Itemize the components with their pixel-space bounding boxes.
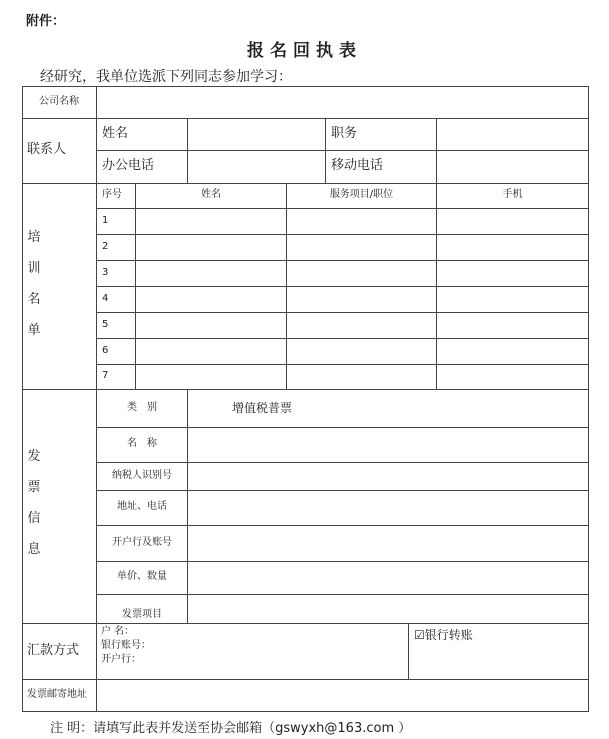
invoice-name-field[interactable] — [188, 427, 593, 462]
table-row-number: 4 — [102, 292, 109, 304]
contact-office-phone-label: 办公电话 — [102, 158, 155, 174]
column-header-service-position: 服务项目/职位 — [329, 189, 394, 201]
remittance-details — [101, 625, 151, 667]
invoice-label-char: 发 — [27, 449, 41, 464]
invoice-taxid-field[interactable] — [188, 462, 593, 490]
invoice-address-field[interactable] — [188, 490, 593, 525]
invoice-taxid-label: 纳税人识别号 — [112, 469, 172, 481]
invoice-price-field[interactable] — [188, 561, 593, 594]
company-name-field[interactable] — [97, 86, 593, 118]
mailing-address-label: 发票邮寄地址 — [27, 689, 87, 701]
contact-name-field[interactable] — [188, 118, 330, 150]
contact-position-label: 职务 — [331, 125, 358, 141]
contact-name-label: 姓名 — [102, 125, 129, 141]
table-row-number: 6 — [102, 344, 109, 356]
invoice-price-label: 单价、数量 — [117, 571, 167, 583]
account-name-label: 户 名： — [101, 626, 135, 637]
invoice-bank-field[interactable] — [188, 525, 593, 561]
contact-mobile-label: 移动电话 — [331, 158, 384, 174]
remittance-label: 汇款方式 — [27, 642, 80, 658]
training-list-label — [22, 222, 46, 346]
column-header-name: 姓名 — [201, 189, 221, 201]
invoice-item-field[interactable] — [188, 594, 593, 623]
contact-office-phone-field[interactable] — [188, 150, 330, 183]
bank-transfer-checkbox[interactable]: ☑银行转账 — [414, 627, 473, 642]
training-label-char: 单 — [27, 323, 41, 338]
contact-label: 联系人 — [27, 142, 67, 158]
account-number-label: 银行账号： — [101, 640, 151, 651]
invoice-label-char: 票 — [27, 480, 41, 495]
footer-note: 注 明：请填写此表并发送至协会邮箱（gswyxh@163.com ） — [50, 721, 412, 736]
invoice-name-label: 名 称 — [127, 438, 157, 450]
intro-text: 经研究，我单位选派下列同志参加学习： — [40, 69, 292, 85]
mailing-address-field[interactable] — [97, 679, 593, 712]
invoice-label-char: 息 — [27, 542, 41, 557]
training-label-char: 名 — [27, 292, 41, 307]
invoice-bank-label: 开户行及账号 — [112, 536, 172, 548]
invoice-item-label: 发票项目 — [122, 608, 162, 620]
training-label-char: 培 — [27, 230, 41, 245]
bank-label: 开户行： — [101, 654, 141, 665]
invoice-type-label: 类 别 — [127, 401, 157, 413]
invoice-address-label: 地址、电话 — [117, 501, 167, 513]
training-label-char: 训 — [27, 261, 41, 276]
table-row-number: 1 — [102, 214, 109, 226]
table-row-number: 7 — [102, 370, 109, 382]
page-title: 报名回执表 — [247, 41, 362, 61]
column-header-mobile: 手机 — [502, 189, 523, 201]
invoice-type-value: 增值税普票 — [232, 400, 293, 415]
column-header-no: 序号 — [102, 189, 122, 201]
registration-form-table — [22, 86, 589, 712]
table-row-number: 5 — [102, 318, 109, 330]
contact-mobile-field[interactable] — [437, 150, 593, 183]
table-row-number: 3 — [102, 266, 109, 278]
contact-position-field[interactable] — [437, 118, 593, 150]
table-row-number: 2 — [102, 240, 109, 252]
company-name-label: 公司名称 — [39, 95, 79, 107]
invoice-info-label — [22, 441, 46, 565]
invoice-label-char: 信 — [27, 511, 41, 526]
attachment-label: 附件： — [26, 14, 66, 29]
